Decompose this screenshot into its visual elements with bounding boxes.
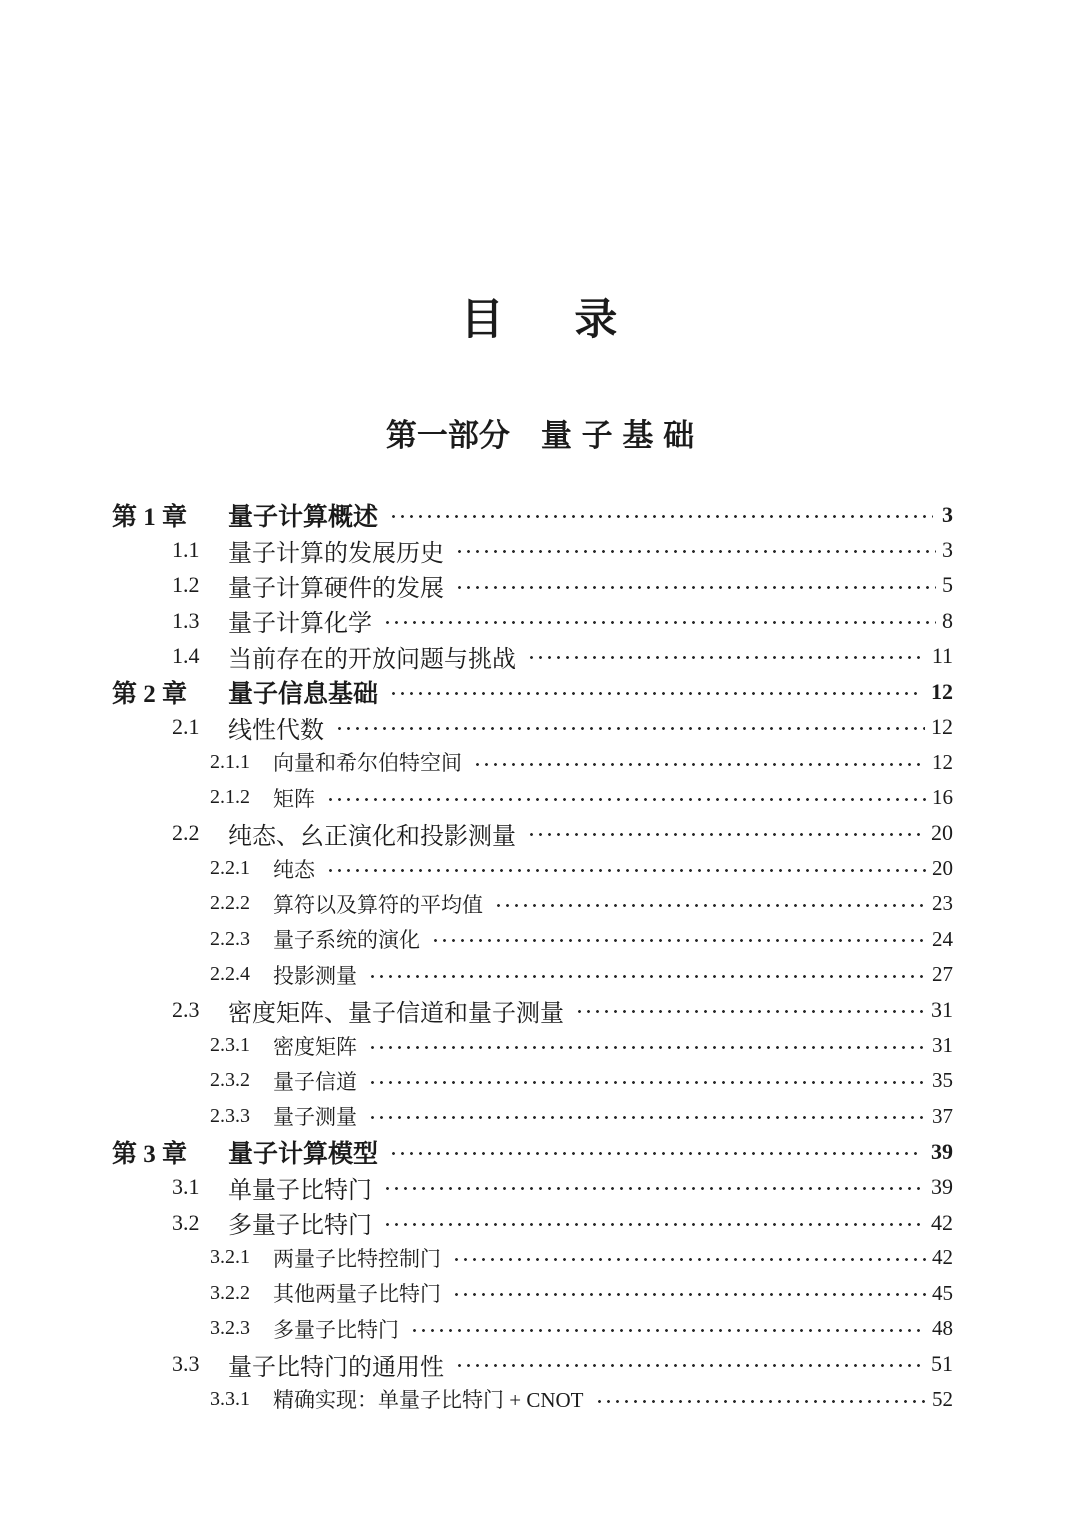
entry-number: 1.3 bbox=[172, 607, 200, 633]
entry-number: 1.2 bbox=[172, 572, 200, 598]
entry-number: 3.3.1 bbox=[210, 1387, 250, 1410]
entry-page-number: 5 bbox=[942, 572, 953, 598]
dot-leader bbox=[381, 1169, 925, 1204]
entry-number: 2.3.2 bbox=[210, 1069, 250, 1092]
entry-page-number: 31 bbox=[932, 1033, 953, 1058]
dot-leader bbox=[453, 532, 936, 567]
toc-entry bbox=[112, 1099, 953, 1134]
entry-title: 密度矩阵、量子信道和量子测量 bbox=[228, 1000, 564, 1027]
toc-entry bbox=[112, 922, 953, 957]
toc-entry bbox=[112, 851, 953, 886]
toc-entry bbox=[112, 992, 953, 1027]
entry-title: 量子计算概述 bbox=[228, 503, 379, 531]
dot-leader bbox=[333, 709, 925, 744]
toc-entry bbox=[112, 709, 953, 744]
entry-title: 量子计算化学 bbox=[228, 611, 372, 638]
part-heading: 第一部分 量 子 基 础 bbox=[385, 418, 695, 453]
toc-entry bbox=[112, 1382, 953, 1417]
dot-leader bbox=[366, 1099, 926, 1134]
entry-title: 量子计算的发展历史 bbox=[228, 540, 444, 567]
entry-title: 算符以及算符的平均值 bbox=[273, 892, 483, 917]
toc-entry bbox=[112, 1240, 953, 1275]
entry-number: 1.1 bbox=[172, 537, 200, 563]
entry-number: 2.2.4 bbox=[210, 963, 250, 986]
entry-title: 量子比特门的通用性 bbox=[228, 1354, 444, 1381]
toc-entry bbox=[112, 1063, 953, 1098]
entry-title: 单量子比特门 bbox=[228, 1177, 372, 1204]
toc-entry bbox=[112, 674, 953, 709]
dot-leader bbox=[525, 639, 926, 674]
entry-number: 第 3 章 bbox=[112, 1140, 188, 1168]
dot-leader bbox=[387, 1134, 922, 1169]
entry-page-number: 12 bbox=[932, 749, 953, 774]
toc-entry bbox=[112, 639, 953, 674]
toc-entry bbox=[112, 532, 953, 567]
entry-title: 当前存在的开放问题与挑战 bbox=[228, 646, 516, 673]
dot-leader bbox=[593, 1382, 926, 1417]
page-title: 目 录 bbox=[460, 297, 620, 344]
entry-title: 两量子比特控制门 bbox=[273, 1246, 441, 1271]
dot-leader bbox=[450, 1240, 926, 1275]
entry-number: 第 1 章 bbox=[112, 503, 188, 531]
entry-page-number: 52 bbox=[932, 1386, 953, 1411]
toc-entry bbox=[112, 1028, 953, 1063]
toc-entry bbox=[112, 780, 953, 815]
dot-leader bbox=[381, 603, 936, 638]
entry-page-number: 35 bbox=[932, 1068, 953, 1093]
toc-entry bbox=[112, 745, 953, 780]
toc-entry bbox=[112, 957, 953, 992]
entry-page-number: 45 bbox=[932, 1280, 953, 1305]
entry-title: 向量和希尔伯特空间 bbox=[273, 751, 462, 776]
entry-page-number: 16 bbox=[932, 785, 953, 810]
dot-leader bbox=[492, 886, 926, 921]
toc-entry bbox=[112, 568, 953, 603]
toc-entry bbox=[112, 1346, 953, 1381]
dot-leader bbox=[381, 1205, 925, 1240]
dot-leader bbox=[453, 1346, 925, 1381]
entry-page-number: 20 bbox=[931, 820, 953, 846]
entry-number: 2.1.1 bbox=[210, 750, 250, 773]
entry-title: 量子系统的演化 bbox=[273, 928, 420, 953]
entry-number: 2.2.1 bbox=[210, 857, 250, 880]
toc-entry bbox=[112, 1169, 953, 1204]
entry-page-number: 11 bbox=[931, 643, 953, 669]
entry-title: 投影测量 bbox=[273, 963, 357, 988]
entry-title: 多量子比特门 bbox=[228, 1213, 372, 1239]
entry-number: 3.2.2 bbox=[210, 1281, 250, 1304]
entry-number: 2.3.1 bbox=[210, 1034, 250, 1057]
toc-entry bbox=[112, 886, 953, 921]
entry-page-number: 31 bbox=[931, 997, 953, 1023]
entry-title: 纯态、幺正演化和投影测量 bbox=[228, 823, 516, 850]
entry-title: 密度矩阵 bbox=[273, 1034, 357, 1059]
toc-entry bbox=[112, 1311, 953, 1346]
entry-page-number: 39 bbox=[931, 1174, 953, 1200]
entry-number: 2.2 bbox=[172, 820, 200, 846]
dot-leader bbox=[387, 674, 922, 709]
entry-number: 3.2 bbox=[172, 1209, 200, 1235]
toc-entry bbox=[112, 1205, 953, 1240]
toc-entry bbox=[112, 1276, 953, 1311]
toc-entry bbox=[112, 603, 953, 638]
entry-title: 矩阵 bbox=[273, 786, 315, 811]
entry-number: 2.2.2 bbox=[210, 892, 250, 915]
entry-page-number: 51 bbox=[931, 1351, 953, 1377]
entry-number: 第 2 章 bbox=[112, 680, 188, 708]
dot-leader bbox=[450, 1276, 926, 1311]
entry-number: 3.1 bbox=[172, 1174, 200, 1200]
toc-entry bbox=[112, 816, 953, 851]
entry-number: 1.4 bbox=[172, 643, 200, 669]
toc-entry bbox=[112, 1134, 953, 1169]
entry-title: 量子测量 bbox=[273, 1105, 357, 1130]
entry-title: 多量子比特门 bbox=[273, 1317, 399, 1342]
entry-page-number: 37 bbox=[932, 1103, 953, 1128]
entry-number: 2.3 bbox=[172, 997, 200, 1023]
dot-leader bbox=[387, 497, 933, 532]
dot-leader bbox=[525, 816, 925, 851]
dot-leader bbox=[324, 780, 926, 815]
entry-title: 精确实现：单量子比特门 + CNOT bbox=[273, 1388, 584, 1413]
entry-page-number: 24 bbox=[932, 926, 953, 951]
entry-page-number: 42 bbox=[932, 1245, 953, 1270]
entry-number: 3.2.3 bbox=[210, 1317, 250, 1340]
entry-title: 线性代数 bbox=[228, 717, 324, 744]
entry-page-number: 23 bbox=[932, 891, 953, 916]
entry-page-number: 20 bbox=[932, 856, 953, 881]
dot-leader bbox=[366, 1063, 926, 1098]
entry-title: 量子信道 bbox=[273, 1069, 357, 1094]
entry-number: 2.1 bbox=[172, 714, 200, 740]
entry-title: 量子信息基础 bbox=[228, 680, 379, 708]
entry-title: 其他两量子比特门 bbox=[273, 1282, 441, 1307]
dot-leader bbox=[408, 1311, 926, 1346]
dot-leader bbox=[366, 957, 926, 992]
entry-title: 量子计算硬件的发展 bbox=[228, 575, 444, 602]
entry-page-number: 3 bbox=[942, 501, 953, 527]
entry-page-number: 8 bbox=[942, 607, 953, 633]
dot-leader bbox=[324, 851, 926, 886]
entry-page-number: 27 bbox=[932, 962, 953, 987]
entry-page-number: 48 bbox=[932, 1316, 953, 1341]
entry-page-number: 12 bbox=[931, 714, 953, 740]
entry-page-number: 3 bbox=[942, 537, 953, 563]
entry-title: 纯态 bbox=[273, 857, 315, 882]
entry-page-number: 39 bbox=[931, 1138, 953, 1164]
entry-page-number: 12 bbox=[931, 678, 953, 704]
entry-number: 3.3 bbox=[172, 1351, 200, 1377]
dot-leader bbox=[429, 922, 926, 957]
toc-entry bbox=[112, 497, 953, 532]
dot-leader bbox=[573, 992, 925, 1027]
entry-title: 量子计算模型 bbox=[228, 1140, 379, 1168]
dot-leader bbox=[366, 1028, 926, 1063]
dot-leader bbox=[471, 745, 926, 780]
entry-number: 2.2.3 bbox=[210, 927, 250, 950]
entry-number: 2.1.2 bbox=[210, 786, 250, 809]
entry-number: 3.2.1 bbox=[210, 1246, 250, 1269]
entry-number: 2.3.3 bbox=[210, 1104, 250, 1127]
toc-list bbox=[112, 497, 953, 1417]
entry-page-number: 42 bbox=[931, 1209, 953, 1235]
dot-leader bbox=[453, 568, 936, 603]
